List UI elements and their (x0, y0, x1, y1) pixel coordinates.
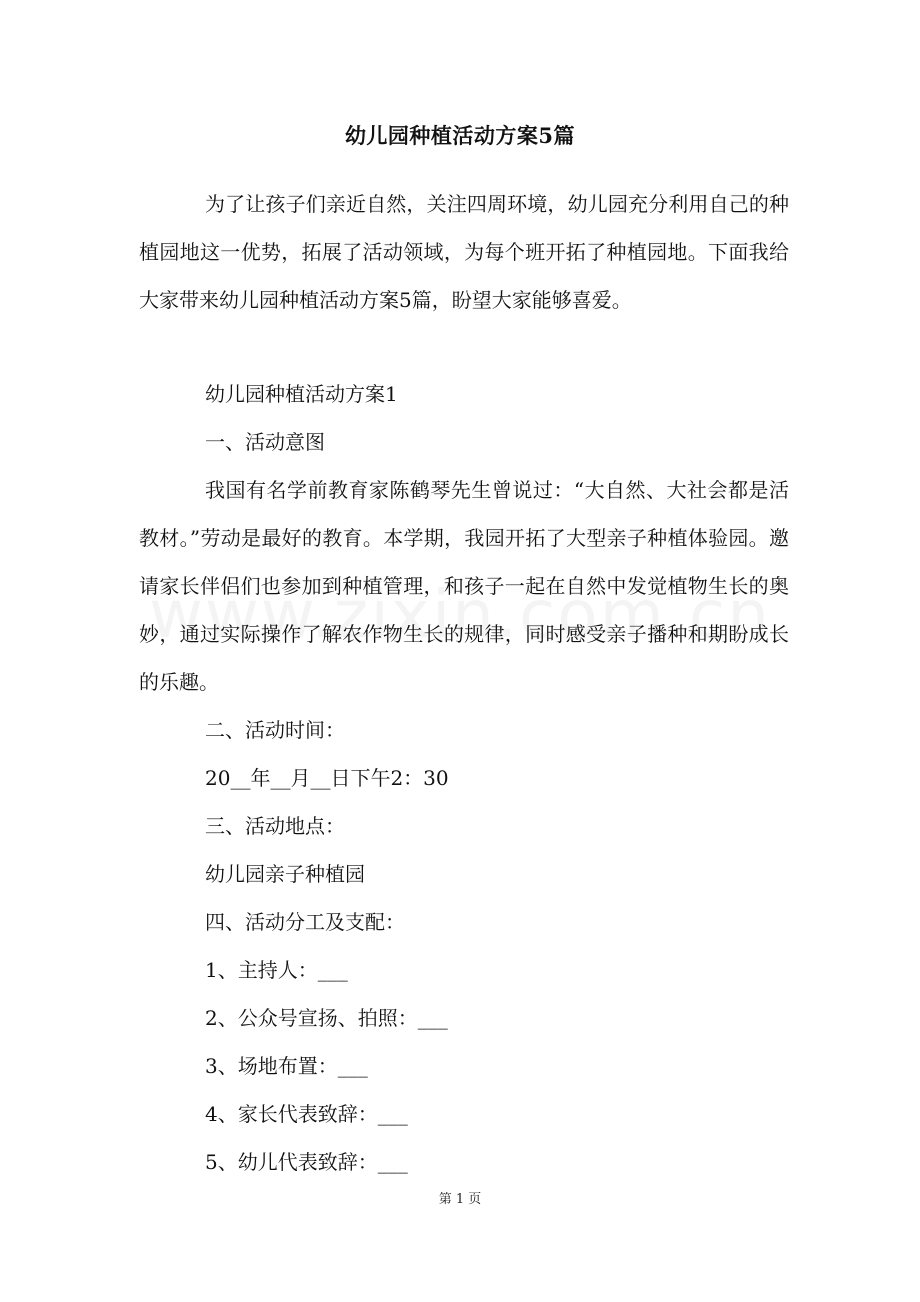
assignment-item: 3、场地布置：___ (205, 1054, 368, 1078)
assignment-item: 2、公众号宣扬、拍照：___ (205, 1006, 448, 1030)
section-heading-time: 二、活动时间： (205, 718, 345, 742)
intro-paragraph: 为了让孩子们亲近自然，关注四周环境，幼儿园充分利用自己的种植园地这一优势，拓展了活动领域，为每个班开拓了种植园地。下面我给大家带来幼儿园种植活动方案5篇，盼望大家能够喜爱。 (139, 192, 789, 312)
assignment-item: 1、主持人：___ (205, 958, 348, 982)
assignment-item: 4、家长代表致辞：___ (205, 1102, 408, 1126)
activity-time-value: 20__年__月__日下午2：30 (205, 766, 449, 790)
section-heading-purpose: 一、活动意图 (205, 430, 325, 454)
page-number: 第 1 页 (438, 1192, 482, 1207)
activity-location-value: 幼儿园亲子种植园 (205, 862, 365, 886)
document-title: 幼儿园种植活动方案5篇 (344, 123, 576, 148)
purpose-paragraph: 我国有名学前教育家陈鹤琴先生曾说过：“大自然、大社会都是活教材。”劳动是最好的教育。本学期，我园开拓了大型亲子种植体验园。邀请家长伴侣们也参加到种植管理，和孩子一起在自然中发觉植物生长的奥妙，通过实际操作了解农作物生长的规律，同时感受亲子播种和期盼成长的乐趣。 (139, 478, 789, 694)
plan-section (139, 370, 789, 1186)
section-heading-assignments: 四、活动分工及支配： (205, 910, 405, 934)
section-heading-location: 三、活动地点： (205, 814, 345, 838)
assignment-item: 5、幼儿代表致辞：___ (205, 1150, 408, 1174)
plan-heading: 幼儿园种植活动方案1 (205, 382, 398, 406)
